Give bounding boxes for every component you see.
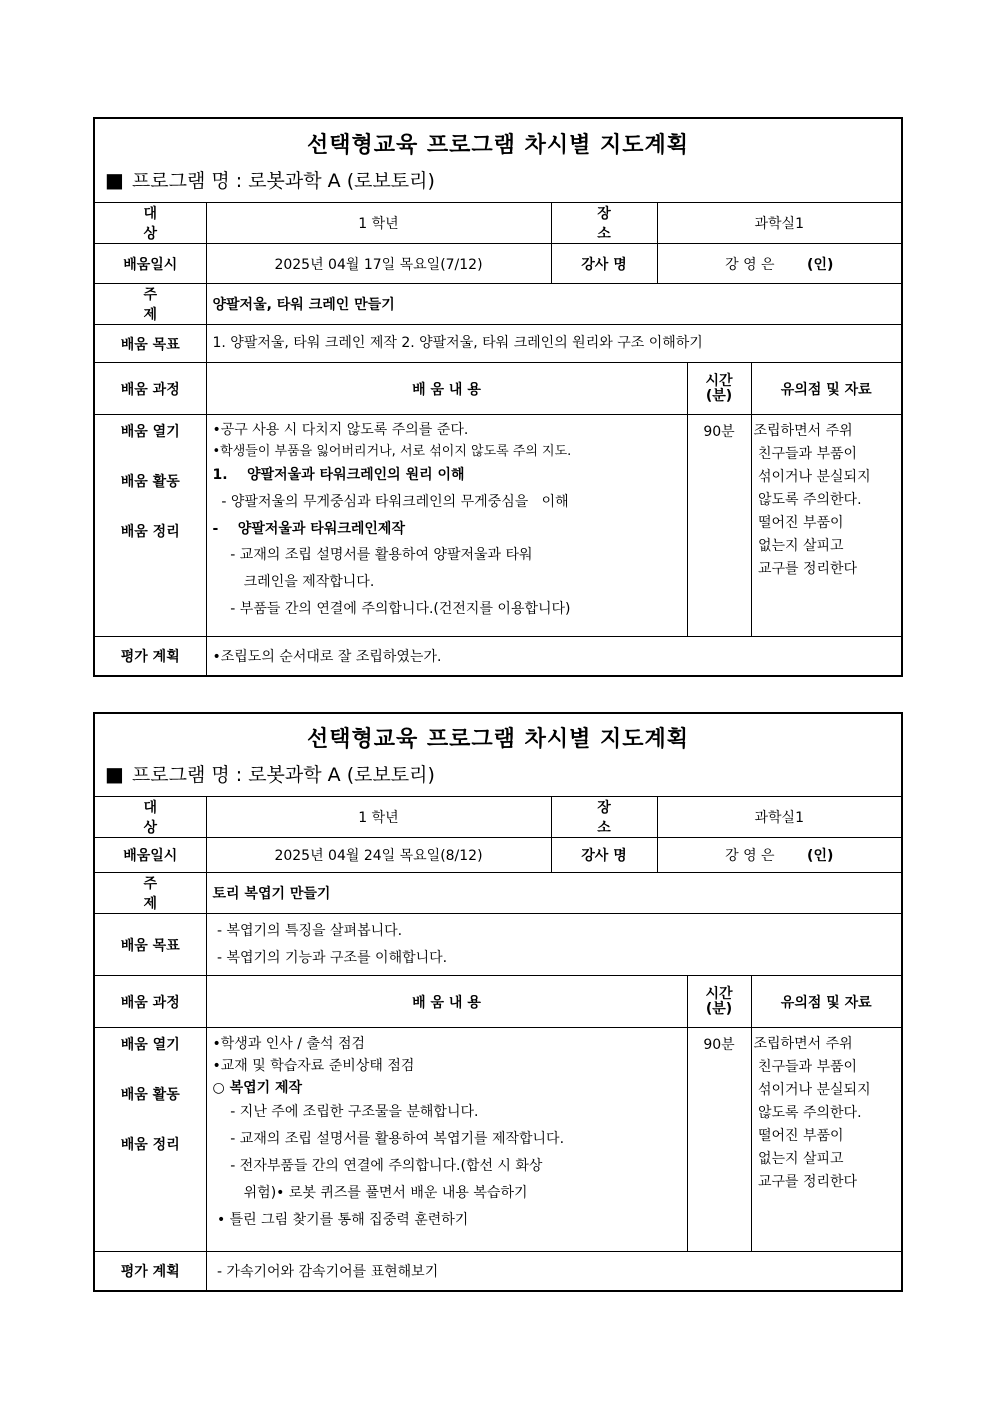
lesson-plan-1 (93, 117, 903, 677)
evaluation-label: 평가 계획 (95, 637, 206, 675)
content-cell (206, 415, 687, 637)
goal-cell (206, 914, 901, 976)
stages-cell (95, 1028, 206, 1252)
note-line: 교구를 정리한다 (753, 1174, 858, 1190)
content-line: - 양팔저울과 타워크레인제작 (212, 521, 405, 537)
stage-open: 배움 열기 (120, 1037, 180, 1053)
time-header-line1: 시간 (705, 985, 733, 1002)
lesson-plan-2 (93, 712, 903, 1292)
evaluation-label: 평가 계획 (95, 1252, 206, 1290)
instructor-name: 강 영 은 (725, 256, 775, 273)
date-value: 2025년 04월 17일 목요일(7/12) (206, 244, 551, 284)
plan-header (95, 714, 901, 797)
stage-activity: 배움 활동 (120, 1087, 180, 1103)
goal-label: 배움 목표 (95, 914, 206, 976)
target-label: 대 상 (95, 203, 206, 244)
goal-cell (206, 325, 901, 363)
note-line: 떨어진 부품이 (753, 515, 844, 531)
note-line: 없는지 살피고 (753, 538, 844, 554)
evaluation-value: - 가속기어와 감속기어를 표현해보기 (206, 1252, 901, 1290)
plan-header (95, 119, 901, 203)
seal-mark: (인) (807, 848, 834, 864)
content-header: 배 움 내 용 (206, 363, 687, 415)
note-line: 교구를 정리한다 (753, 561, 858, 577)
date-value: 2025년 04월 24일 목요일(8/12) (206, 838, 551, 873)
process-label: 배움 과정 (95, 363, 206, 415)
square-bullet-icon: ■ (105, 168, 124, 192)
place-value: 과학실1 (657, 203, 901, 244)
note-line: 친구들과 부품이 (753, 446, 858, 462)
topic-value: 양팔저울, 타워 크레인 만들기 (206, 284, 901, 325)
content-line: •공구 사용 시 다치지 않도록 주의를 준다. (212, 422, 469, 438)
note-line: 않도록 주의한다. (753, 1105, 862, 1121)
place-label: 장 소 (551, 203, 657, 244)
goal-label: 배움 목표 (95, 325, 206, 363)
note-line: 없는지 살피고 (753, 1151, 844, 1167)
date-label: 배움일시 (95, 838, 206, 873)
program-name: 프로그램 명 : 로봇과학 A (로보토리) (131, 170, 435, 192)
plan-title: 선택형교육 프로그램 차시별 지도계획 (306, 132, 689, 158)
plan-table (95, 797, 901, 1290)
program-name: 프로그램 명 : 로봇과학 A (로보토리) (131, 764, 435, 786)
content-line: 크레인을 제작합니다. (212, 574, 375, 590)
time-header-line2: (분) (705, 387, 733, 404)
stage-open: 배움 열기 (120, 424, 180, 440)
notes-header: 유의점 및 자료 (751, 976, 901, 1028)
content-line: 위험)• 로봇 퀴즈를 풀면서 배운 내용 복습하기 (212, 1185, 528, 1201)
content-line: ○ 복엽기 제작 (212, 1080, 303, 1096)
note-line: 조립하면서 주위 (753, 423, 853, 439)
notes-cell (751, 415, 901, 637)
content-line: •학생과 인사 / 출석 점검 (212, 1036, 365, 1052)
content-line: •학생들이 부품을 잃어버리거나, 서로 섞이지 않도록 주의 지도. (212, 444, 572, 459)
notes-header: 유의점 및 자료 (751, 363, 901, 415)
plan-table (95, 203, 901, 675)
content-cell (206, 1028, 687, 1252)
note-line: 조립하면서 주위 (753, 1036, 853, 1052)
content-line: - 교재의 조립 설명서를 활용하여 양팔저울과 타워 (212, 547, 533, 563)
stage-activity: 배움 활동 (120, 474, 180, 490)
content-header: 배 움 내 용 (206, 976, 687, 1028)
time-header (687, 363, 751, 415)
process-label: 배움 과정 (95, 976, 206, 1028)
instructor-label: 강사 명 (551, 838, 657, 873)
topic-label: 주 제 (95, 284, 206, 325)
content-line: - 전자부품들 간의 연결에 주의합니다.(합선 시 화상 (212, 1158, 543, 1174)
content-line: • 틀린 그림 찾기를 통해 집중력 훈련하기 (212, 1212, 469, 1228)
goal-line: 1. 양팔저울, 타워 크레인 제작 2. 양팔저울, 타워 크레인의 원리와 구조 이해하기 (212, 335, 703, 351)
place-label: 장 소 (551, 797, 657, 838)
program-name-line (95, 760, 901, 787)
topic-value: 토리 복엽기 만들기 (206, 873, 901, 914)
content-line: - 교재의 조립 설명서를 활용하여 복엽기를 제작합니다. (212, 1131, 565, 1147)
note-line: 섞이거나 분실되지 (753, 469, 871, 485)
content-line: - 지난 주에 조립한 구조물을 분해합니다. (212, 1104, 479, 1120)
plan-title: 선택형교육 프로그램 차시별 지도계획 (306, 726, 689, 752)
note-line: 섞이거나 분실되지 (753, 1082, 871, 1098)
content-line: 1. 양팔저울과 타워크레인의 원리 이해 (212, 467, 465, 483)
time-header-line2: (분) (705, 1000, 733, 1017)
square-bullet-icon: ■ (105, 762, 124, 786)
note-line: 친구들과 부품이 (753, 1059, 858, 1075)
program-name-line (95, 166, 901, 193)
instructor-cell (657, 244, 901, 284)
time-header (687, 976, 751, 1028)
time-header-line1: 시간 (705, 372, 733, 389)
note-line: 않도록 주의한다. (753, 492, 862, 508)
seal-mark: (인) (807, 256, 834, 273)
content-line: - 양팔저울의 무게중심과 타워크레인의 무게중심을 이해 (212, 494, 569, 510)
time-value: 90분 (687, 1028, 751, 1252)
target-label: 대 상 (95, 797, 206, 838)
target-value: 1 학년 (206, 797, 551, 838)
note-line: 떨어진 부품이 (753, 1128, 844, 1144)
stage-wrapup: 배움 정리 (120, 524, 180, 540)
content-line: •교재 및 학습자료 준비상태 점검 (212, 1058, 415, 1074)
topic-label: 주 제 (95, 873, 206, 914)
content-line: - 부품들 간의 연결에 주의합니다.(건전지를 이용합니다) (212, 601, 571, 617)
place-value: 과학실1 (657, 797, 901, 838)
goal-line: - 복엽기의 특징을 살펴봅니다. (212, 922, 403, 939)
notes-cell (751, 1028, 901, 1252)
instructor-name: 강 영 은 (725, 848, 775, 864)
target-value: 1 학년 (206, 203, 551, 244)
instructor-cell (657, 838, 901, 873)
instructor-label: 강사 명 (551, 244, 657, 284)
goal-line: - 복엽기의 기능과 구조를 이해합니다. (212, 949, 448, 966)
stages-cell (95, 415, 206, 637)
date-label: 배움일시 (95, 244, 206, 284)
stage-wrapup: 배움 정리 (120, 1137, 180, 1153)
time-value: 90분 (687, 415, 751, 637)
evaluation-value: •조립도의 순서대로 잘 조립하였는가. (206, 637, 901, 675)
